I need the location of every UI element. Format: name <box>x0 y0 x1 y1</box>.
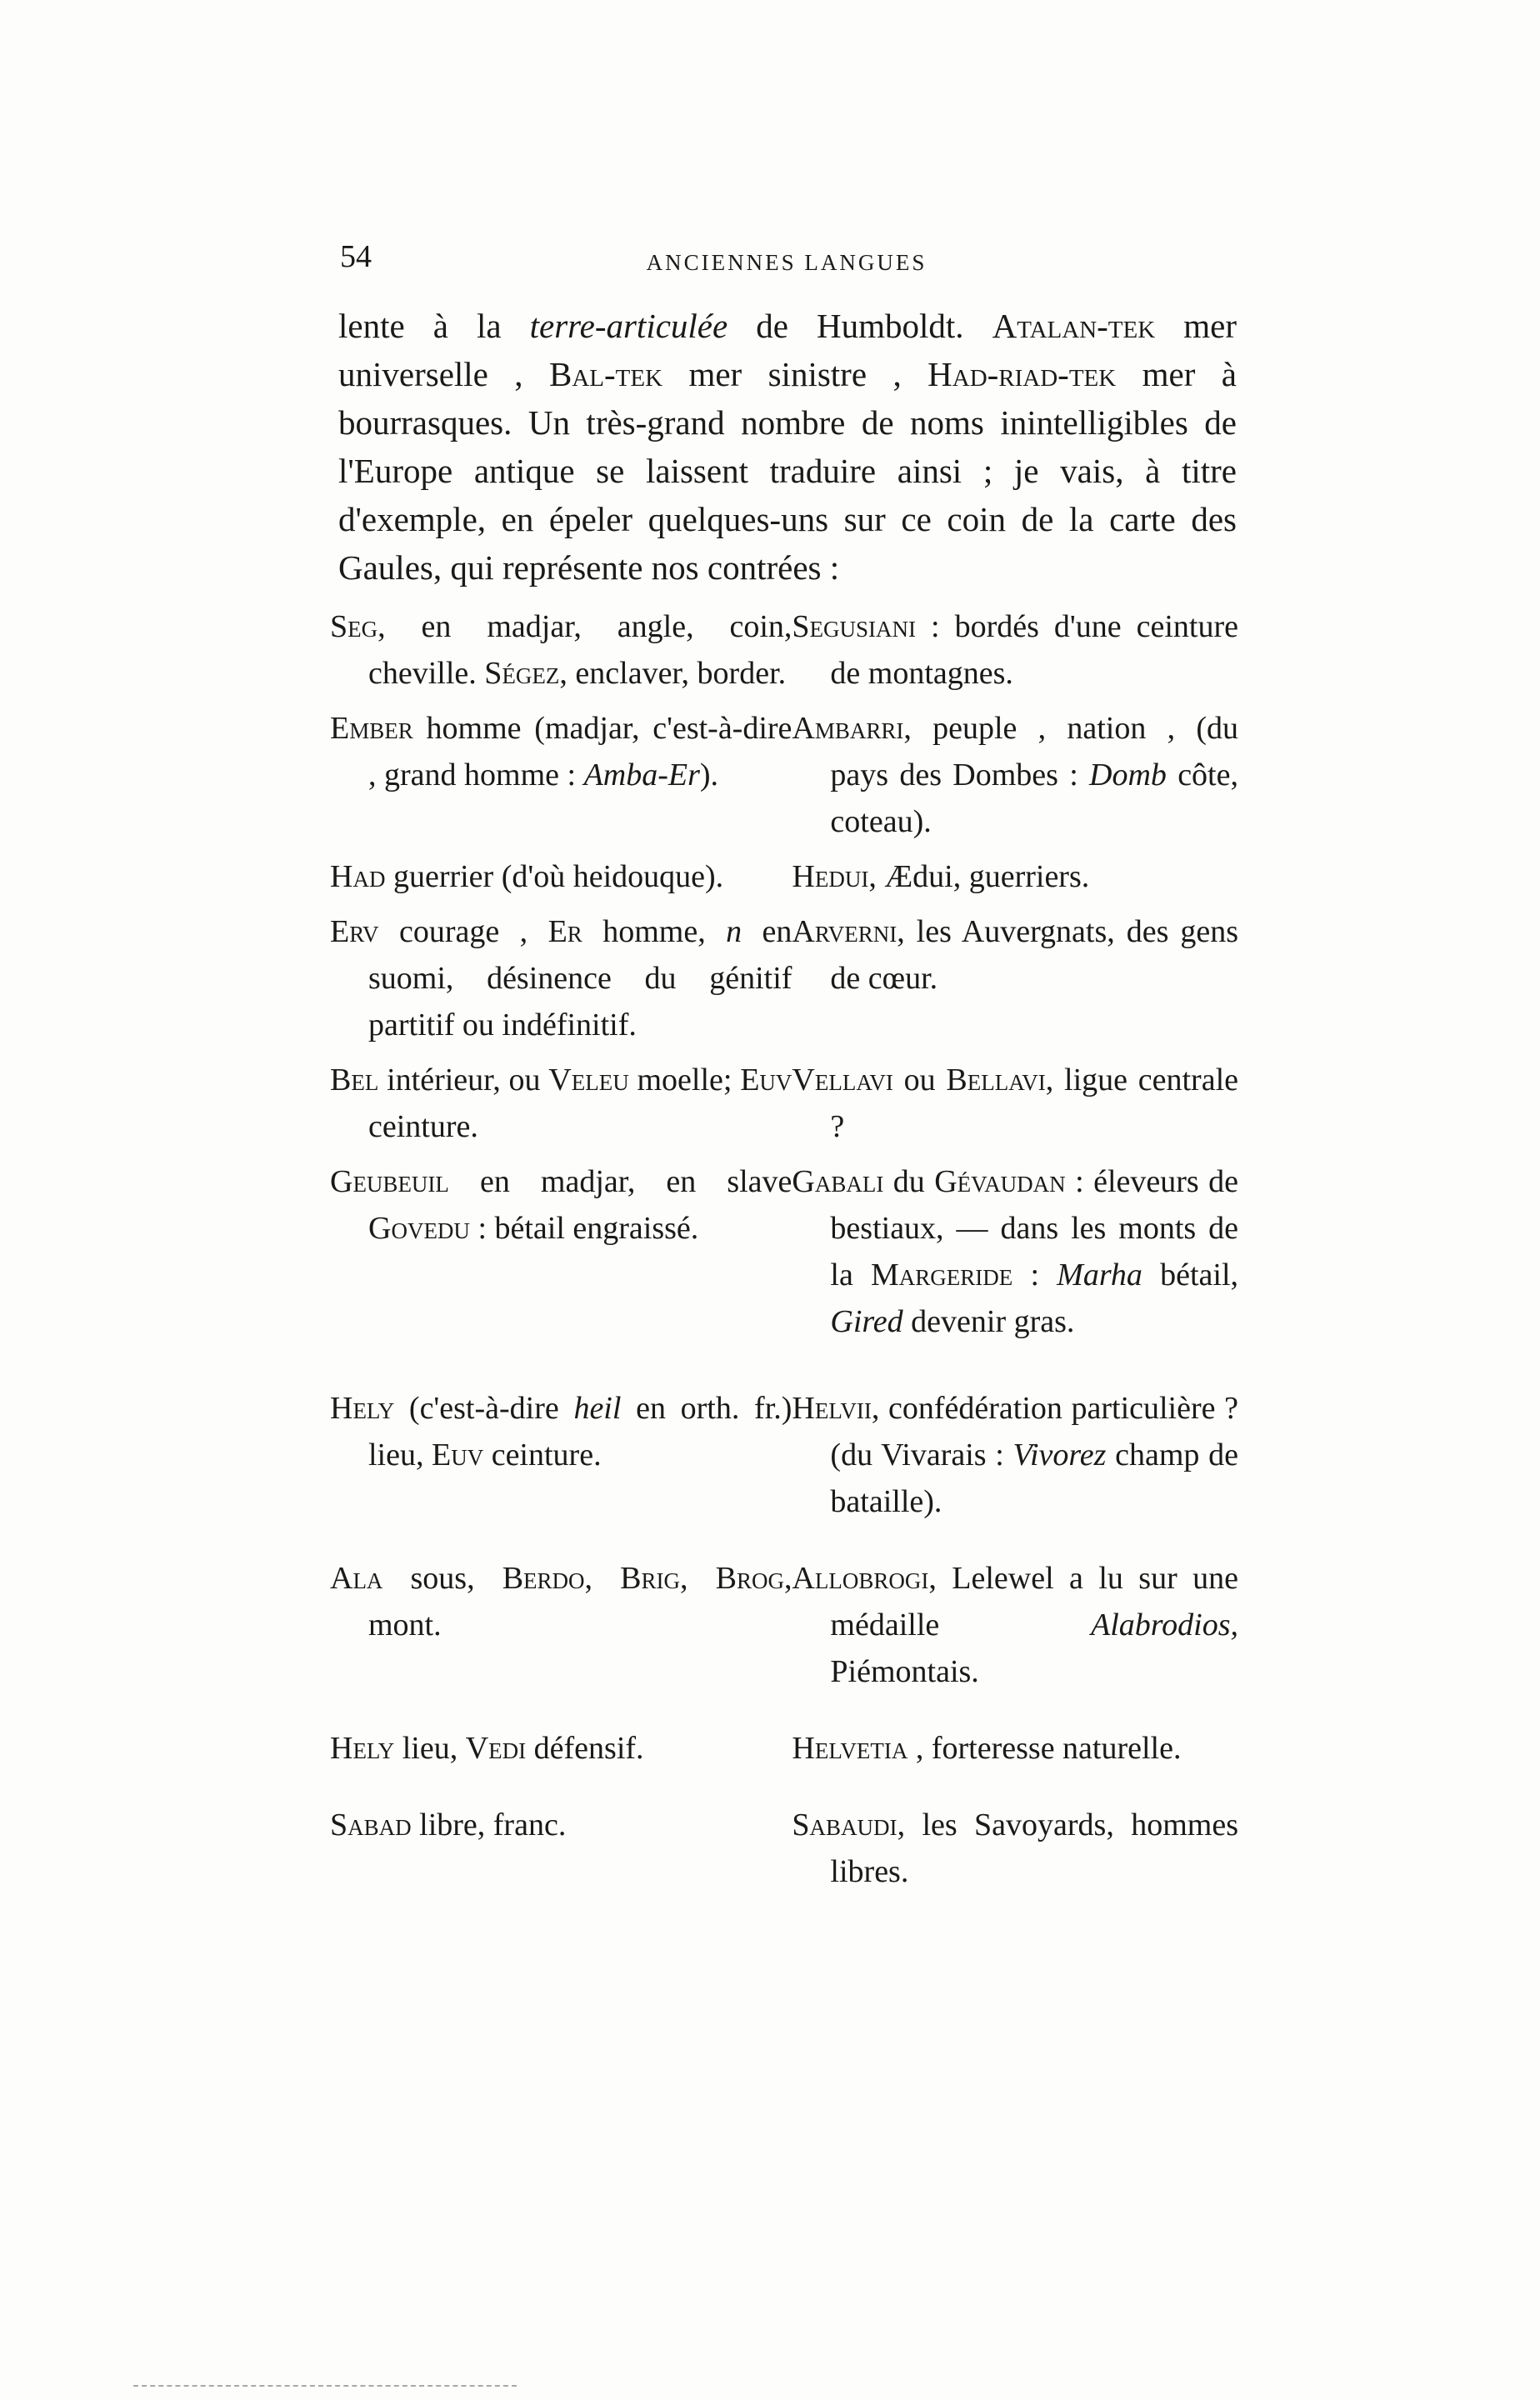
root-word-definition <box>330 603 792 697</box>
definition-text: , mont. <box>368 1561 792 1642</box>
root-word-definition <box>330 1555 792 1695</box>
gaulish-name-definition <box>792 853 1238 900</box>
intro-text: mer universelle , <box>338 307 1237 393</box>
definition-text: sous, <box>382 1561 502 1596</box>
headword: Vedi <box>465 1731 527 1766</box>
headword: Govedu <box>368 1211 470 1246</box>
root-word-definition <box>330 705 792 845</box>
headword: Helvetia <box>792 1731 908 1766</box>
page-number: 54 <box>340 239 372 274</box>
headword: Helvii <box>792 1391 872 1426</box>
headword: Geubeuil <box>330 1164 449 1199</box>
gaulish-name-definition <box>792 1725 1238 1772</box>
headword: Erv <box>330 914 379 949</box>
glossary-row <box>330 1158 1238 1345</box>
gaulish-name-definition <box>792 1555 1238 1695</box>
glossary-row <box>330 1725 1238 1772</box>
headword: Vellavi <box>792 1062 893 1098</box>
intro-smallcaps-term: Atalan-tek <box>992 307 1156 345</box>
intro-paragraph <box>338 302 1237 592</box>
headword: Ségez <box>484 656 560 691</box>
headword: Veleu <box>548 1062 629 1098</box>
root-word-definition <box>330 853 792 900</box>
definition-text: moelle; <box>628 1062 741 1098</box>
gaulish-name-definition <box>792 1158 1238 1345</box>
headword: Segusiani <box>792 609 917 644</box>
glossary-entries <box>330 603 1238 1903</box>
headword: Bellavi <box>946 1062 1046 1098</box>
headword: Sabad <box>330 1808 412 1842</box>
definition-text: , ligue centrale ? <box>830 1062 1239 1144</box>
glossary-row <box>330 1802 1238 1895</box>
headword: Gévaudan <box>934 1164 1066 1199</box>
definition-text: (c'est-à-dire <box>394 1391 574 1426</box>
root-word-definition <box>330 1725 792 1772</box>
headword: Hely <box>330 1391 395 1426</box>
definition-text: en suomi, désinence du génitif partitif ou indéfinitif. <box>368 914 792 1042</box>
footer-rule <box>133 2385 517 2388</box>
italic-term: Vivorez <box>1012 1438 1107 1472</box>
headword: Bel <box>330 1062 379 1098</box>
definition-text: ). <box>699 758 719 792</box>
definition-text: : bordés d'une ceinture de montagnes. <box>830 609 1238 691</box>
italic-term: Alabrodios, <box>1091 1608 1238 1642</box>
definition-text: guerrier (d'où heidouque). <box>385 859 724 894</box>
definition-text: , les Auvergnats, des gens de cœur. <box>830 914 1238 996</box>
intro-text: mer sinistre , <box>662 355 928 393</box>
glossary-row <box>330 1057 1238 1150</box>
gaulish-name-definition <box>792 603 1238 697</box>
headword: Er <box>548 914 582 949</box>
definition-text: en orth. fr.) lieu, <box>368 1391 792 1472</box>
headword: Allobrogi <box>792 1561 929 1596</box>
definition-text: ceinture. <box>368 1109 478 1144</box>
glossary-row <box>330 853 1238 900</box>
root-word-definition <box>330 1057 792 1150</box>
definition-text: intérieur, ou <box>378 1062 549 1098</box>
gaulish-name-definition <box>792 1057 1238 1150</box>
definition-text: , peuple , nation , (du pays des Dombes : <box>830 711 1238 792</box>
definition-text: , <box>584 1561 621 1596</box>
definition-text: , les Savoyards, hommes libres. <box>830 1808 1238 1889</box>
root-word-definition <box>330 908 792 1048</box>
definition-text: homme (madjar, c'est-à-dire , grand homme : <box>368 711 792 792</box>
headword: Berdo <box>502 1561 585 1596</box>
definition-text: , <box>680 1561 716 1596</box>
definition-text: en madjar, en slave <box>448 1164 792 1199</box>
glossary-row <box>330 1555 1238 1695</box>
headword: Euv <box>431 1438 484 1472</box>
intro-text: lente à la <box>338 307 530 345</box>
italic-term: Marha <box>1057 1258 1142 1292</box>
intro-smallcaps-term: Had-riad-tek <box>928 355 1117 393</box>
definition-text: , enclaver, border. <box>559 656 787 691</box>
headword: Euv <box>740 1062 792 1098</box>
definition-text: courage , <box>378 914 548 949</box>
glossary-row <box>330 1385 1238 1525</box>
definition-text: , Ædui, guerriers. <box>868 859 1090 894</box>
gaulish-name-definition <box>792 1802 1238 1895</box>
definition-text: homme, <box>582 914 727 949</box>
root-word-definition <box>330 1158 792 1345</box>
definition-text: : <box>1012 1258 1058 1292</box>
intro-smallcaps-term: Bal-tek <box>548 355 663 393</box>
definition-text: , confédération particulière ? (du Vivarais : <box>830 1391 1238 1472</box>
root-word-definition <box>330 1385 792 1525</box>
glossary-row <box>330 705 1238 845</box>
italic-term: n <box>726 914 742 949</box>
italic-term: heil <box>573 1391 622 1426</box>
italic-term: Domb <box>1089 758 1167 792</box>
headword: Margeride <box>871 1258 1013 1292</box>
italic-term: Amba-Er <box>583 758 700 792</box>
definition-text: : éleveurs de bestiaux, — dans les monts de la <box>830 1164 1239 1292</box>
definition-text: côte, coteau). <box>830 758 1238 839</box>
definition-text: du <box>883 1164 935 1199</box>
intro-italic-term: terre-articulée <box>529 307 728 345</box>
definition-text: , en madjar, angle, coin, cheville. <box>368 609 792 691</box>
glossary-row <box>330 908 1238 1048</box>
gaulish-name-definition <box>792 1385 1238 1525</box>
definition-text: , Lelewel a lu sur une médaille <box>830 1561 1238 1642</box>
glossary-row <box>330 603 1238 697</box>
definition-text: défensif. <box>526 1731 644 1766</box>
italic-term: Gired <box>830 1304 903 1339</box>
root-word-definition <box>330 1802 792 1895</box>
definition-text: bétail, <box>1142 1258 1238 1292</box>
headword: Gabali <box>792 1164 884 1199</box>
definition-text: Piémontais. <box>830 1654 979 1689</box>
definition-text: devenir gras. <box>902 1304 1075 1339</box>
headword: Ambarri <box>792 711 904 746</box>
headword: Sabaudi <box>792 1808 898 1842</box>
definition-text: lieu, <box>394 1731 466 1766</box>
headword: Seg <box>330 609 378 644</box>
running-title: ANCIENNES LANGUES <box>646 250 928 275</box>
gaulish-name-definition <box>792 908 1238 1048</box>
headword: Had <box>330 859 386 894</box>
definition-text: , forteresse naturelle. <box>908 1731 1182 1766</box>
intro-text: de Humboldt. <box>728 307 992 345</box>
headword: Ember <box>330 711 413 746</box>
headword: Brig <box>620 1561 680 1596</box>
headword: Ala <box>330 1561 383 1596</box>
definition-text: libre, franc. <box>411 1808 567 1842</box>
definition-text: : bétail engraissé. <box>469 1211 699 1246</box>
definition-text: champ de bataille). <box>830 1438 1238 1519</box>
definition-text: ceinture. <box>483 1438 602 1472</box>
intro-text: mer à bourrasques. Un très-grand nombre de noms inintelligibles de l'Europe antique se laissent traduire ainsi ; je vais, à titre d'exemple, en épeler quelques-uns sur ce coin de la carte des Gaules, qui représente nos contrées : <box>338 355 1237 587</box>
headword: Arverni <box>792 914 898 949</box>
gaulish-name-definition <box>792 705 1238 845</box>
headword: Brog <box>715 1561 784 1596</box>
headword: Hedui <box>792 859 869 894</box>
definition-text: ou <box>892 1062 947 1098</box>
headword: Hely <box>330 1731 395 1766</box>
